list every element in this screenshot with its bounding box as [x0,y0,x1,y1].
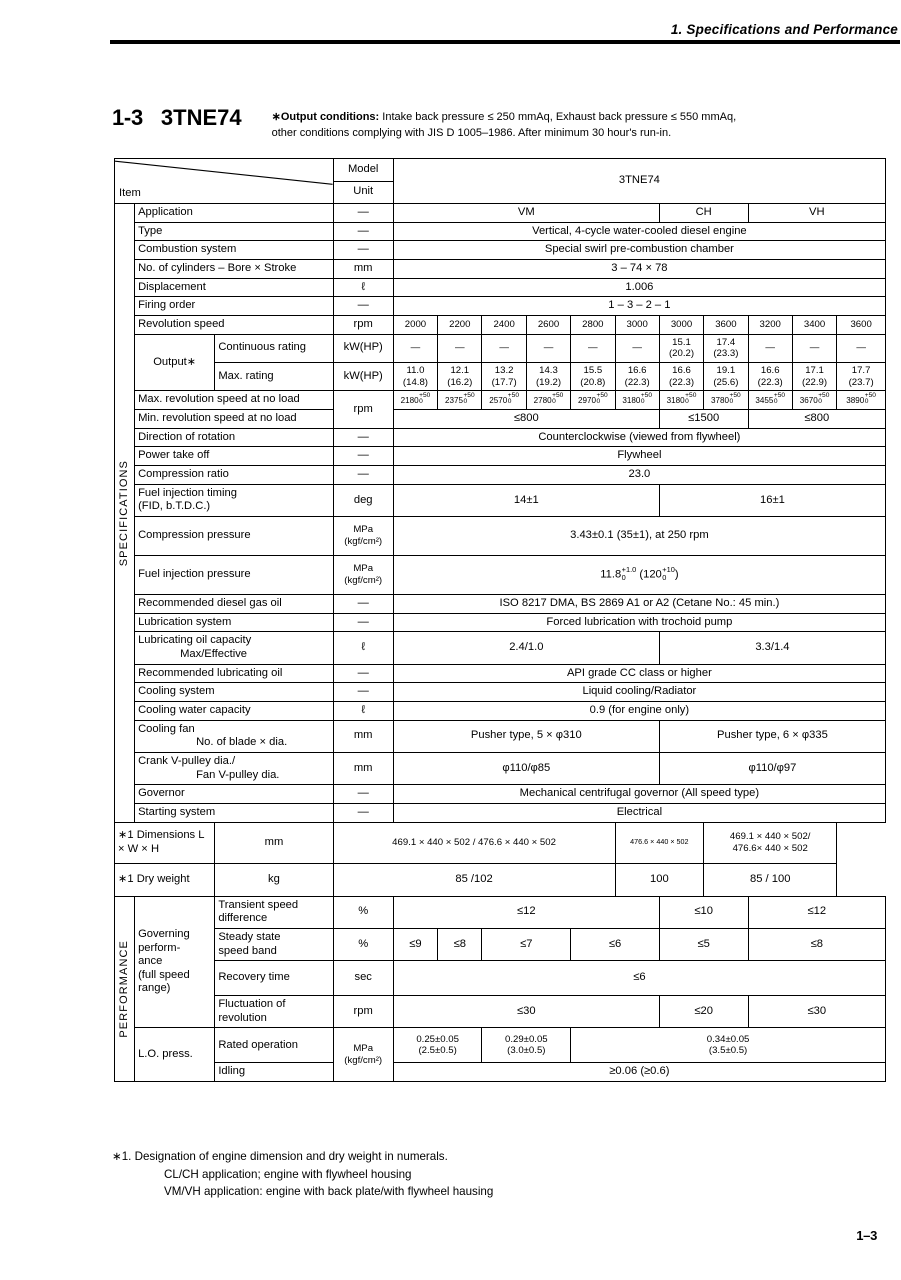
row-unit-cooling-water-capacity: ℓ [333,701,393,720]
output-conditions-label: ∗Output conditions: [271,111,380,123]
max-rev-cell: 2375 +50 0 [438,391,482,410]
continuous-rating-cell: — [393,334,437,362]
row-unit-direction: — [333,428,393,447]
max-rating-cell: 13.2 (17.7) [482,363,526,391]
rated-operation-cell: 0.34±0.05 (3.5±0.5) [571,1028,886,1063]
dimensions-cell-vm: 469.1 × 440 × 502 / 476.6 × 440 × 502 [333,822,615,863]
max-rev-cell: 2180 +50 0 [393,391,437,410]
row-unit-recommended-lub-oil: — [333,664,393,683]
dimensions-cell-vh: 469.1 × 440 × 502/ 476.6× 440 × 502 [704,822,837,863]
footnote-line-2: CL/CH application; engine with flywheel housing [164,1167,412,1181]
row-value-recommended-lub-oil: API grade CC class or higher [393,664,885,683]
row-unit-firing-order: — [333,297,393,316]
row-dry-weight [115,863,886,896]
row-label-injection-timing: Fuel injection timing (FID, b.T.D.C.) [135,484,334,516]
row-unit-compression-ratio: — [333,466,393,485]
max-rev-cell: 3670 +50 0 [792,391,836,410]
row-label-v-pulley: Crank V-pulley dia./ Fan V-pulley dia. [135,752,334,784]
row-label-recommended-lub-oil: Recommended lubricating oil [135,664,334,683]
row-value-cylinders: 3 – 74 × 78 [393,259,885,278]
continuous-rating-cell: — [438,334,482,362]
continuous-rating-cell: 17.4 (23.3) [704,334,748,362]
row-unit-rev-no-load: rpm [333,391,393,428]
row-power-take-off [115,447,886,466]
row-label-idling: Idling [215,1063,333,1082]
row-label-dry-weight: ∗1 Dry weight [115,863,215,896]
max-rating-cell: 17.1 (22.9) [792,363,836,391]
row-unit-displacement: ℓ [333,278,393,297]
row-cylinders [115,259,886,278]
row-unit-steady-state: % [333,928,393,960]
row-label-min-rev-no-load: Min. revolution speed at no load [135,410,334,429]
row-label-diesel-gas-oil: Recommended diesel gas oil [135,595,334,614]
row-label-governing-performance: Governing perform- ance (full speed range) [135,896,215,1028]
application-vm: VM [393,204,659,223]
row-value-combustion: Special swirl pre-combustion chamber [393,241,885,260]
dry-weight-cell: 85 / 100 [704,863,837,896]
row-unit-lub-oil-capacity: ℓ [333,632,393,664]
row-application [115,204,886,223]
row-unit-dimensions: mm [215,822,333,863]
row-label-injection-pressure: Fuel injection pressure [135,556,334,595]
section-number: 1-3 [112,105,143,130]
row-value-displacement: 1.006 [393,278,885,297]
row-unit-application: — [333,204,393,223]
row-value-idling: ≥0.06 (≥0.6) [393,1063,885,1082]
row-label-dimensions: ∗1 Dimensions L × W × H [115,822,215,863]
cooling-fan-cell: Pusher type, 6 × φ335 [659,720,885,752]
row-cooling-system [115,683,886,702]
dry-weight-cell: 100 [615,863,704,896]
footnotes [112,1148,812,1201]
row-label-cylinders: No. of cylinders – Bore × Stroke [135,259,334,278]
header-rule [110,40,900,44]
row-value-recovery-time: ≤6 [393,961,885,996]
max-rating-cell: 16.6 (22.3) [659,363,703,391]
row-firing-order [115,297,886,316]
row-unit-injection-timing: deg [333,484,393,516]
row-label-lub-oil-capacity: Lubricating oil capacity Max/Effective [135,632,334,664]
row-continuous-rating [115,334,886,362]
row-label-combustion: Combustion system [135,241,334,260]
rev-speed-cell: 3600 [837,315,886,334]
rev-speed-cell: 3400 [792,315,836,334]
transient-speed-cell: ≤12 [748,896,885,928]
row-label-steady-state: Steady state speed band [215,928,333,960]
row-unit-combustion: — [333,241,393,260]
row-unit-type: — [333,222,393,241]
max-rev-cell: 2570 +50 0 [482,391,526,410]
row-revolution-speed [115,315,886,334]
row-value-starting-system: Electrical [393,803,885,822]
v-pulley-cell: φ110/φ97 [659,752,885,784]
row-unit-cooling-system: — [333,683,393,702]
steady-state-cell: ≤9 [393,928,437,960]
corner-model-label: Model [333,159,393,182]
max-rating-cell: 14.3 (19.2) [526,363,570,391]
footnote-line-1: ∗1. Designation of engine dimension and dry weight in numerals. [112,1150,448,1163]
row-value-cooling-system: Liquid cooling/Radiator [393,683,885,702]
row-value-injection-pressure: 11.8 +1.0 0 (120 +10 0 ) [393,556,885,595]
output-conditions-line2: other conditions complying with JIS D 1005–1986. After minimum 30 hour's run-in. [271,126,672,139]
row-label-firing-order: Firing order [135,297,334,316]
row-fluctuation [115,996,886,1028]
row-transient-speed [115,896,886,928]
row-label-displacement: Displacement [135,278,334,297]
row-unit-governor: — [333,785,393,804]
v-pulley-cell: φ110/φ85 [393,752,659,784]
row-unit-diesel-gas-oil: — [333,595,393,614]
cooling-fan-cell: Pusher type, 5 × φ310 [393,720,659,752]
row-unit-recovery-time: sec [333,961,393,996]
row-label-cooling-system: Cooling system [135,683,334,702]
output-conditions-note [272,105,737,141]
row-value-compression-ratio: 23.0 [393,466,885,485]
output-conditions-line1: Intake back pressure ≤ 250 mmAq, Exhaust back pressure ≤ 550 mmAq, [379,111,737,123]
min-rev-cell: ≤800 [393,410,659,429]
max-rev-cell: 3180 +50 0 [659,391,703,410]
injection-timing-cell: 16±1 [659,484,885,516]
row-cooling-water-capacity [115,701,886,720]
row-label-application: Application [135,204,334,223]
row-value-firing-order: 1 – 3 – 2 – 1 [393,297,885,316]
min-rev-cell: ≤800 [748,410,885,429]
row-lub-oil-capacity [115,632,886,664]
max-rev-cell: 3780 +50 0 [704,391,748,410]
row-unit-continuous-rating: kW(HP) [333,334,393,362]
row-value-governor: Mechanical centrifugal governor (All speed type) [393,785,885,804]
table-header-row [115,159,886,182]
max-rev-cell: 2780 +50 0 [526,391,570,410]
transient-speed-cell: ≤12 [393,896,659,928]
row-unit-fluctuation: rpm [333,996,393,1028]
row-max-rating [115,363,886,391]
max-rating-cell: 16.6 (22.3) [748,363,792,391]
row-lubrication-system [115,613,886,632]
dry-weight-cell: 85 /102 [333,863,615,896]
row-cooling-fan [115,720,886,752]
section-heading [112,105,901,141]
row-label-cooling-fan: Cooling fan No. of blade × dia. [135,720,334,752]
row-label-lo-press: L.O. press. [135,1028,215,1082]
row-unit-cylinders: mm [333,259,393,278]
row-value-compression-pressure: 3.43±0.1 (35±1), at 250 rpm [393,517,885,556]
row-unit-lubrication-system: — [333,613,393,632]
corner-cell [115,159,334,204]
row-unit-starting-system: — [333,803,393,822]
side-caption-performance-label: PERFORMANCE [118,939,130,1038]
row-value-diesel-gas-oil: ISO 8217 DMA, BS 2869 A1 or A2 (Cetane No.: 45 min.) [393,595,885,614]
row-dimensions [115,822,886,863]
model-name-cell: 3TNE74 [393,159,885,204]
row-recovery-time [115,961,886,996]
fluctuation-cell: ≤30 [393,996,659,1028]
specifications-table [114,158,886,1082]
row-unit-cooling-fan: mm [333,720,393,752]
footnote-line-3: VM/VH application: engine with back plate/with flywheel hausing [164,1185,494,1199]
row-label-recovery-time: Recovery time [215,961,333,996]
max-rating-cell: 16.6 (22.3) [615,363,659,391]
max-rev-cell: 3455 +50 0 [748,391,792,410]
row-label-compression-ratio: Compression ratio [135,466,334,485]
injection-timing-cell: 14±1 [393,484,659,516]
application-vh: VH [748,204,885,223]
rev-speed-cell: 2600 [526,315,570,334]
row-label-starting-system: Starting system [135,803,334,822]
row-idling [115,1063,886,1082]
row-starting-system [115,803,886,822]
dimensions-cell-ch: 476.6 × 440 × 502 [615,822,704,863]
row-label-continuous-rating: Continuous rating [215,334,333,362]
row-max-rev-no-load [115,391,886,410]
row-unit-v-pulley: mm [333,752,393,784]
fluctuation-cell: ≤20 [659,996,748,1028]
row-unit-revolution-speed: rpm [333,315,393,334]
row-displacement [115,278,886,297]
row-label-revolution-speed: Revolution speed [135,315,334,334]
row-unit-compression-pressure: MPa (kgf/cm²) [333,517,393,556]
continuous-rating-cell: — [615,334,659,362]
corner-item-label: Item [119,187,141,200]
row-v-pulley [115,752,886,784]
running-header [110,22,900,44]
steady-state-cell: ≤8 [438,928,482,960]
rev-speed-cell: 3000 [659,315,703,334]
rated-operation-cell: 0.25±0.05 (2.5±0.5) [393,1028,482,1063]
row-label-cooling-water-capacity: Cooling water capacity [135,701,334,720]
row-type [115,222,886,241]
transient-speed-cell: ≤10 [659,896,748,928]
diagonal-divider-icon [115,159,333,203]
lub-oil-capacity-cell: 3.3/1.4 [659,632,885,664]
row-compression-ratio [115,466,886,485]
continuous-rating-cell: — [482,334,526,362]
side-caption-performance [115,896,135,1082]
continuous-rating-cell: 15.1 (20.2) [659,334,703,362]
side-caption-specifications [115,204,135,823]
row-value-direction: Counterclockwise (viewed from flywheel) [393,428,885,447]
row-min-rev-no-load [115,410,886,429]
rev-speed-cell: 3000 [615,315,659,334]
row-value-lubrication-system: Forced lubrication with trochoid pump [393,613,885,632]
row-label-rated-operation: Rated operation [215,1028,333,1063]
row-unit-dry-weight: kg [215,863,333,896]
row-label-output: Output∗ [135,334,215,391]
row-compression-pressure [115,517,886,556]
side-caption-specifications-label: SPECIFICATIONS [118,459,130,566]
running-header-title: 1. Specifications and Performance [670,22,898,37]
row-injection-timing [115,484,886,516]
corner-unit-label: Unit [333,181,393,204]
row-label-max-rev-no-load: Max. revolution speed at no load [135,391,334,410]
continuous-rating-cell: — [792,334,836,362]
max-rev-cell: 3180 +50 0 [615,391,659,410]
rated-operation-cell: 0.29±0.05 (3.0±0.5) [482,1028,571,1063]
row-label-governor: Governor [135,785,334,804]
row-unit-transient-speed: % [333,896,393,928]
row-direction-of-rotation [115,428,886,447]
fluctuation-cell: ≤30 [748,996,885,1028]
row-label-fluctuation: Fluctuation of revolution [215,996,333,1028]
steady-state-cell: ≤6 [571,928,660,960]
max-rating-cell: 11.0 (14.8) [393,363,437,391]
continuous-rating-cell: — [571,334,615,362]
row-label-max-rating: Max. rating [215,363,333,391]
row-recommended-lub-oil [115,664,886,683]
steady-state-cell: ≤7 [482,928,571,960]
row-governor [115,785,886,804]
max-rating-cell: 19.1 (25.6) [704,363,748,391]
row-injection-pressure [115,556,886,595]
lub-oil-capacity-cell: 2.4/1.0 [393,632,659,664]
page-number: 1–3 [856,1228,877,1243]
row-label-power-take-off: Power take off [135,447,334,466]
steady-state-cell: ≤8 [748,928,885,960]
row-diesel-gas-oil [115,595,886,614]
row-label-direction: Direction of rotation [135,428,334,447]
rev-speed-cell: 3600 [704,315,748,334]
rev-speed-cell: 3200 [748,315,792,334]
row-steady-state [115,928,886,960]
row-unit-lo-press: MPa (kgf/cm²) [333,1028,393,1082]
row-label-lubrication-system: Lubrication system [135,613,334,632]
row-combustion-system [115,241,886,260]
rev-speed-cell: 2200 [438,315,482,334]
max-rating-cell: 12.1 (16.2) [438,363,482,391]
continuous-rating-cell: — [748,334,792,362]
rev-speed-cell: 2800 [571,315,615,334]
max-rev-cell: 2970 +50 0 [571,391,615,410]
continuous-rating-cell: — [526,334,570,362]
continuous-rating-cell: — [837,334,886,362]
row-label-type: Type [135,222,334,241]
row-unit-injection-pressure: MPa (kgf/cm²) [333,556,393,595]
max-rating-cell: 15.5 (20.8) [571,363,615,391]
rev-speed-cell: 2000 [393,315,437,334]
min-rev-cell: ≤1500 [659,410,748,429]
max-rating-cell: 17.7 (23.7) [837,363,886,391]
row-rated-operation [115,1028,886,1063]
row-unit-power-take-off: — [333,447,393,466]
steady-state-cell: ≤5 [659,928,748,960]
max-rev-cell: 3890 +50 0 [837,391,886,410]
row-value-cooling-water-capacity: 0.9 (for engine only) [393,701,885,720]
row-value-power-take-off: Flywheel [393,447,885,466]
rev-speed-cell: 2400 [482,315,526,334]
row-label-transient-speed: Transient speed difference [215,896,333,928]
row-value-type: Vertical, 4-cycle water-cooled diesel engine [393,222,885,241]
row-label-compression-pressure: Compression pressure [135,517,334,556]
application-ch: CH [659,204,748,223]
section-model-title: 3TNE74 [160,105,242,130]
row-unit-max-rating: kW(HP) [333,363,393,391]
